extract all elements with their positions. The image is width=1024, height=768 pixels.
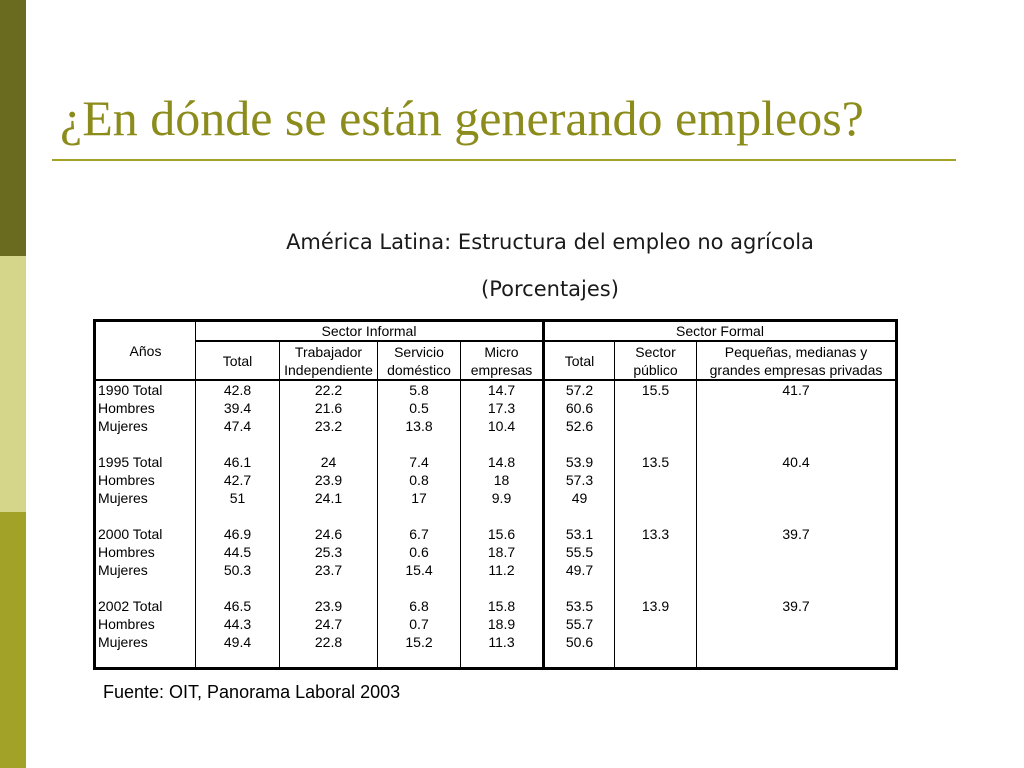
header-years: Años — [95, 321, 196, 381]
slide-title: ¿En dónde se están generando empleos? — [60, 90, 864, 146]
table-cell: 24 — [320, 454, 337, 470]
table-cell: 2002 Total — [98, 598, 163, 614]
table-cell — [98, 579, 195, 597]
table-cell — [461, 507, 542, 525]
table-cell — [98, 435, 195, 453]
side-bar-middle — [0, 256, 26, 512]
table-caption: América Latina: Estructura del empleo no agrícola — [286, 230, 814, 254]
header-trabajador-line2: Independiente — [284, 361, 373, 378]
table-cell — [378, 507, 460, 525]
table-cell: 23.7 — [314, 562, 343, 578]
header-sector-publico-line1: Sector — [635, 343, 676, 360]
table-cell — [545, 507, 614, 525]
table-cell: 41.7 — [782, 382, 810, 398]
table-cell: Mujeres — [98, 634, 148, 650]
table-cell: 2000 Total — [98, 526, 163, 542]
table-cell — [615, 633, 696, 651]
table-cell: 13.5 — [641, 454, 670, 470]
table-cell: Hombres — [98, 400, 155, 416]
header-pequenas-line1: Pequeñas, medianas y — [724, 343, 868, 360]
table-cell: Hombres — [98, 472, 155, 488]
table-cell: 11.3 — [488, 634, 515, 650]
column-pequenas — [697, 380, 897, 669]
employment-table — [93, 319, 898, 670]
table-cell: 9.9 — [491, 490, 512, 506]
table-cell: 13.8 — [405, 418, 433, 434]
table-cell: 53.9 — [565, 454, 594, 470]
header-sector-formal: Sector Formal — [544, 321, 897, 342]
table-cell — [697, 399, 895, 417]
table-cell — [545, 579, 614, 597]
table-cell — [615, 471, 696, 489]
header-servicio-line1: Servicio — [394, 343, 444, 360]
table-cell: 13.3 — [641, 526, 670, 542]
table-cell: 50.6 — [565, 634, 594, 650]
table-cell: Mujeres — [98, 490, 148, 506]
table-cell: 42.7 — [223, 472, 252, 488]
table-cell — [98, 507, 195, 525]
table-cell — [461, 435, 542, 453]
table-cell: 57.2 — [565, 382, 594, 398]
table-cell: 49.4 — [223, 634, 252, 650]
column-trabajador — [280, 380, 378, 669]
side-bar-bottom — [0, 512, 26, 768]
table-cell: 0.5 — [409, 400, 429, 416]
table-cell — [280, 435, 377, 453]
table-cell: 15.5 — [641, 382, 670, 398]
header-informal-total: Total — [196, 341, 280, 380]
header-servicio — [378, 341, 461, 380]
table-cell: 24.1 — [314, 490, 343, 506]
header-formal-total: Total — [544, 341, 615, 380]
table-cell — [697, 489, 895, 507]
table-cell: 39.7 — [782, 526, 810, 542]
table-cell: 50.3 — [223, 562, 252, 578]
table-cell — [615, 435, 696, 453]
table-cell: 1995 Total — [98, 454, 163, 470]
table-cell: 14.8 — [487, 454, 516, 470]
table-cell: 25.3 — [314, 544, 343, 560]
table-caption-units: (Porcentajes) — [481, 277, 619, 301]
table-cell — [615, 399, 696, 417]
table-cell — [378, 435, 460, 453]
table-cell: 55.7 — [565, 616, 594, 632]
table-cell — [615, 489, 696, 507]
table-cell: 46.1 — [223, 454, 252, 470]
table-cell: 6.8 — [409, 598, 429, 614]
column-informal-total — [196, 380, 280, 669]
header-sector-publico-line2: público — [633, 361, 678, 378]
table-cell — [697, 417, 895, 435]
table-cell: 15.6 — [487, 526, 516, 542]
table-cell: 17 — [411, 490, 427, 506]
table-cell: 0.8 — [409, 472, 429, 488]
table-cell: 13.9 — [641, 598, 670, 614]
table-cell: 24.6 — [314, 526, 343, 542]
table-cell — [697, 543, 895, 561]
table-cell — [697, 633, 895, 651]
table-cell: 42.8 — [223, 382, 252, 398]
table-cell: 39.4 — [223, 400, 252, 416]
table-cell — [196, 579, 279, 597]
table-cell: 22.2 — [314, 382, 343, 398]
header-servicio-line2: doméstico — [387, 361, 451, 378]
header-micro — [461, 341, 544, 380]
table-cell: 44.3 — [223, 616, 252, 632]
table-cell: 53.1 — [565, 526, 594, 542]
table-cell — [461, 579, 542, 597]
table-cell — [697, 579, 895, 597]
table-cell: 10.4 — [487, 418, 516, 434]
table-cell: 46.5 — [223, 598, 252, 614]
table-cell: Hombres — [98, 544, 155, 560]
column-formal-total — [544, 380, 615, 669]
table-cell: 57.3 — [565, 472, 594, 488]
table-cell: 44.5 — [223, 544, 252, 560]
table-cell: 51 — [229, 490, 246, 506]
table-cell: 39.7 — [782, 598, 810, 614]
table-cell: 15.2 — [405, 634, 433, 650]
table-cell — [615, 507, 696, 525]
column-micro — [461, 380, 544, 669]
table-cell: Mujeres — [98, 418, 148, 434]
table-cell: 18 — [493, 472, 510, 488]
side-bar-top — [0, 0, 26, 256]
table-cell — [196, 435, 279, 453]
table-cell: 49.7 — [565, 562, 594, 578]
header-micro-line1: Micro — [484, 343, 519, 360]
table-cell: 46.9 — [223, 526, 252, 542]
table-cell — [615, 417, 696, 435]
table-cell: 23.2 — [314, 418, 343, 434]
table-cell: 49 — [571, 490, 588, 506]
table-cell: 7.4 — [409, 454, 429, 470]
table-cell — [378, 579, 460, 597]
table-cell: 21.6 — [314, 400, 343, 416]
table-cell: 47.4 — [223, 418, 252, 434]
header-micro-line2: empresas — [470, 361, 533, 378]
table-cell: 23.9 — [314, 472, 343, 488]
table-cell — [615, 615, 696, 633]
column-sector-publico — [615, 380, 697, 669]
column-servicio — [378, 380, 461, 669]
table-cell: 17.3 — [487, 400, 516, 416]
table-cell — [697, 435, 895, 453]
table-cell: 5.8 — [409, 382, 429, 398]
source-note: Fuente: OIT, Panorama Laboral 2003 — [103, 682, 401, 702]
table-cell — [615, 543, 696, 561]
table-cell: 14.7 — [487, 382, 516, 398]
table-cell — [615, 561, 696, 579]
column-years — [95, 380, 196, 669]
table-cell — [280, 579, 377, 597]
title-underline — [52, 159, 956, 161]
header-sector-informal: Sector Informal — [196, 321, 544, 342]
header-trabajador-line1: Trabajador — [294, 343, 363, 360]
table-cell: 52.6 — [565, 418, 594, 434]
table-cell: 1990 Total — [98, 382, 163, 398]
table-cell: 55.5 — [565, 544, 594, 560]
table-cell: 15.8 — [487, 598, 516, 614]
header-pequenas-line2: grandes empresas privadas — [709, 361, 883, 378]
table-cell: 40.4 — [782, 454, 810, 470]
table-cell — [280, 507, 377, 525]
table-cell: 18.9 — [487, 616, 516, 632]
table-cell — [697, 471, 895, 489]
table-cell: 0.7 — [409, 616, 429, 632]
header-trabajador — [280, 341, 378, 380]
header-sector-publico — [615, 341, 697, 380]
table-cell — [697, 507, 895, 525]
table-cell: 53.5 — [565, 598, 594, 614]
table-cell: Mujeres — [98, 562, 148, 578]
table-cell: 15.4 — [405, 562, 433, 578]
table-cell: Hombres — [98, 616, 155, 632]
table-cell — [697, 561, 895, 579]
table-cell: 6.7 — [409, 526, 429, 542]
table-cell: 0.6 — [409, 544, 429, 560]
table-cell: 60.6 — [565, 400, 594, 416]
table-cell — [697, 615, 895, 633]
table-cell — [196, 507, 279, 525]
table-cell: 18.7 — [487, 544, 516, 560]
table-cell — [615, 579, 696, 597]
table-cell: 24.7 — [314, 616, 343, 632]
table-cell: 11.2 — [488, 562, 515, 578]
table-cell — [545, 435, 614, 453]
header-pequenas — [697, 341, 897, 380]
table-cell: 23.9 — [314, 598, 343, 614]
table-cell: 22.8 — [314, 634, 343, 650]
